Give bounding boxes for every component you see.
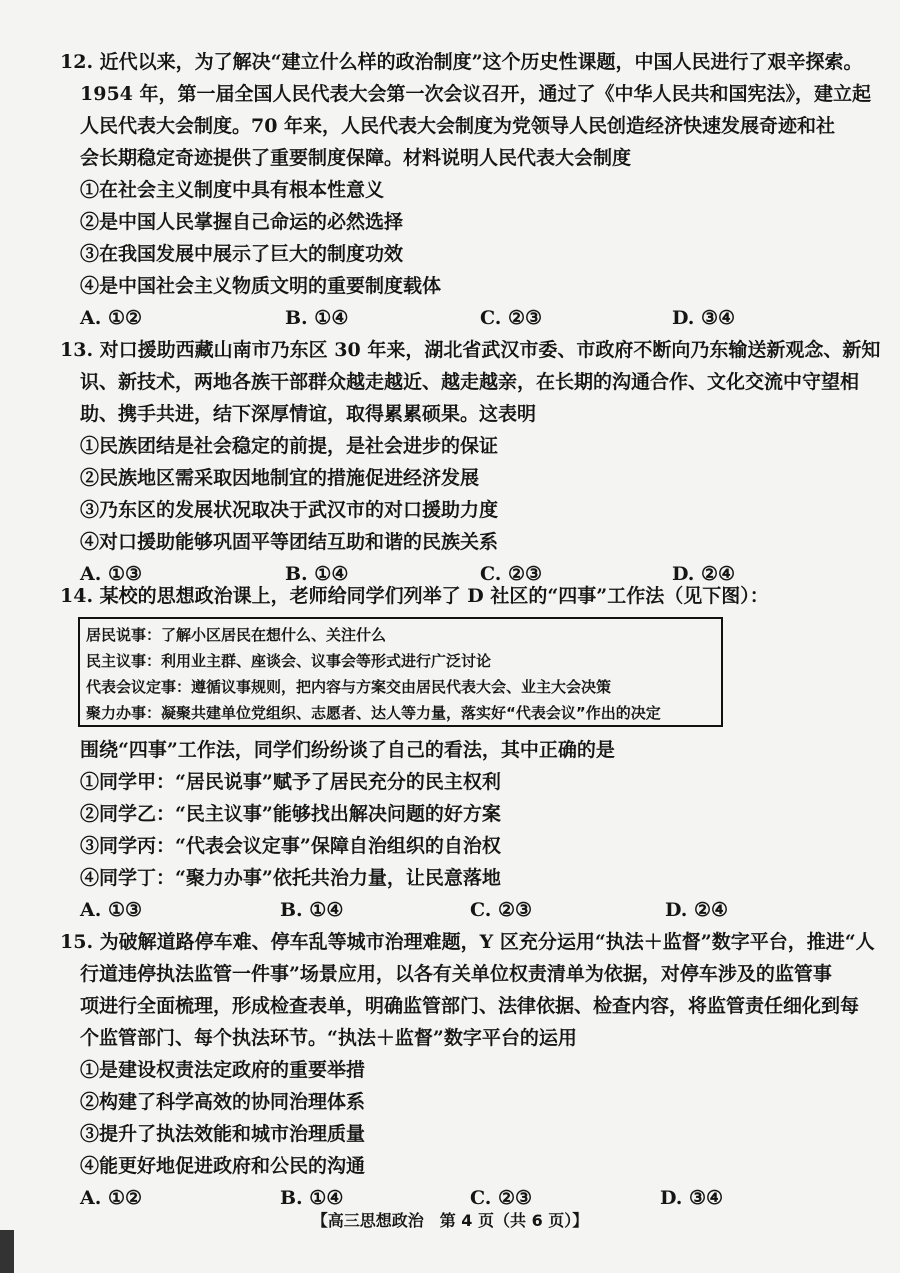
option-b: B. ①④ [285, 307, 349, 329]
option-d: D. ③④ [672, 307, 736, 329]
question-12-options [60, 302, 850, 334]
four-matters-table [78, 617, 723, 727]
question-15-item: ③提升了执法效能和城市治理质量 [80, 1123, 366, 1145]
question-13-item: ③乃东区的发展状况取决于武汉市的对口援助力度 [80, 499, 499, 521]
four-matters-row: 聚力办事：凝聚共建单位党组织、志愿者、达人等力量，落实好“代表会议”作出的决定 [86, 704, 661, 722]
four-matters-row: 代表会议定事：遵循议事规则，把内容与方案交由居民代表大会、业主大会决策 [86, 678, 612, 696]
question-15 [60, 926, 875, 1214]
question-12-item: ②是中国人民掌握自己命运的必然选择 [80, 211, 404, 233]
scan-edge-shadow [0, 1230, 14, 1273]
option-c: C. ②③ [470, 1187, 533, 1209]
option-c: C. ②③ [470, 899, 533, 921]
question-13-stem-line: 助、携手共进，结下深厚情谊，取得累累硕果。这表明 [80, 403, 537, 425]
question-12-stem-line: 12. 近代以来，为了解决“建立什么样的政治制度”这个历史性课题，中国人民进行了艰辛探索。 [60, 51, 863, 73]
question-14-item: ①同学甲：“居民说事”赋予了居民充分的民主权利 [80, 771, 501, 793]
question-13-stem-line: 13. 对口援助西藏山南市乃东区 30 年来，湖北省武汉市委、市政府不断向乃东输送新观念、新知 [60, 339, 881, 361]
option-b: B. ①④ [280, 899, 344, 921]
question-12-stem-line: 会长期稳定奇迹提供了重要制度保障。材料说明人民代表大会制度 [80, 147, 632, 169]
question-12-stem-line: 1954 年，第一届全国人民代表大会第一次会议召开，通过了《中华人民共和国宪法》，建立起 [80, 83, 871, 105]
question-12-item: ①在社会主义制度中具有根本性意义 [80, 179, 385, 201]
option-b: B. ①④ [285, 563, 349, 585]
question-12-item: ④是中国社会主义物质文明的重要制度载体 [80, 275, 442, 297]
question-15-stem-line: 项进行全面梳理，形成检查表单，明确监管部门、法律依据、检查内容，将监管责任细化到每 [80, 995, 860, 1017]
page-footer: 【高三思想政治 第 4 页（共 6 页）】 [311, 1211, 589, 1230]
four-matters-row: 民主议事：利用业主群、座谈会、议事会等形式进行广泛讨论 [86, 652, 492, 670]
option-a: A. ①② [80, 307, 143, 329]
question-13-stem-line: 识、新技术，两地各族干部群众越走越近、越走越亲，在长期的沟通合作、文化交流中守望相 [80, 371, 860, 393]
question-14-item: ④同学丁：“聚力办事”依托共治力量，让民意落地 [80, 867, 501, 889]
question-14-options [60, 894, 850, 926]
option-a: A. ①③ [80, 899, 143, 921]
question-13-item: ②民族地区需采取因地制宜的措施促进经济发展 [80, 467, 480, 489]
option-a: A. ①② [80, 1187, 143, 1209]
question-15-stem-line: 行道违停执法监管一件事”场景应用，以各有关单位权责清单为依据，对停车涉及的监管事 [80, 963, 832, 985]
question-14-item: ③同学丙：“代表会议定事”保障自治组织的自治权 [80, 835, 501, 857]
question-12-stem-line: 人民代表大会制度。70 年来，人民代表大会制度为党领导人民创造经济快速发展奇迹和社 [80, 115, 836, 137]
option-b: B. ①④ [280, 1187, 344, 1209]
question-12-item: ③在我国发展中展示了巨大的制度功效 [80, 243, 404, 265]
question-15-stem-line: 15. 为破解道路停车难、停车乱等城市治理难题，Y 区充分运用“执法＋监督”数字平台，推进“人 [60, 931, 875, 953]
question-14-prompt: 围绕“四事”工作法，同学们纷纷谈了自己的看法，其中正确的是 [80, 739, 615, 761]
question-13 [60, 334, 881, 590]
question-14-item: ②同学乙：“民主议事”能够找出解决问题的好方案 [80, 803, 501, 825]
question-15-item: ①是建设权责法定政府的重要举措 [80, 1059, 366, 1081]
question-15-item: ②构建了科学高效的协同治理体系 [80, 1091, 366, 1113]
option-d: D. ②④ [665, 899, 729, 921]
question-13-item: ④对口援助能够巩固平等团结互助和谐的民族关系 [80, 531, 499, 553]
question-14 [60, 580, 850, 612]
option-c: C. ②③ [480, 563, 543, 585]
option-d: D. ③④ [660, 1187, 724, 1209]
four-matters-row: 居民说事：了解小区居民在想什么、关注什么 [86, 626, 387, 644]
question-15-item: ④能更好地促进政府和公民的沟通 [80, 1155, 366, 1177]
question-15-stem-line: 个监管部门、每个执法环节。“执法＋监督”数字平台的运用 [80, 1027, 577, 1049]
option-d: D. ②④ [672, 563, 736, 585]
question-14-continued [60, 734, 850, 926]
question-14-stem-line: 14. 某校的思想政治课上，老师给同学们列举了 D 社区的“四事”工作法（见下图）： [60, 585, 769, 607]
option-c: C. ②③ [480, 307, 543, 329]
option-a: A. ①③ [80, 563, 143, 585]
question-12 [60, 46, 871, 334]
question-13-item: ①民族团结是社会稳定的前提，是社会进步的保证 [80, 435, 499, 457]
